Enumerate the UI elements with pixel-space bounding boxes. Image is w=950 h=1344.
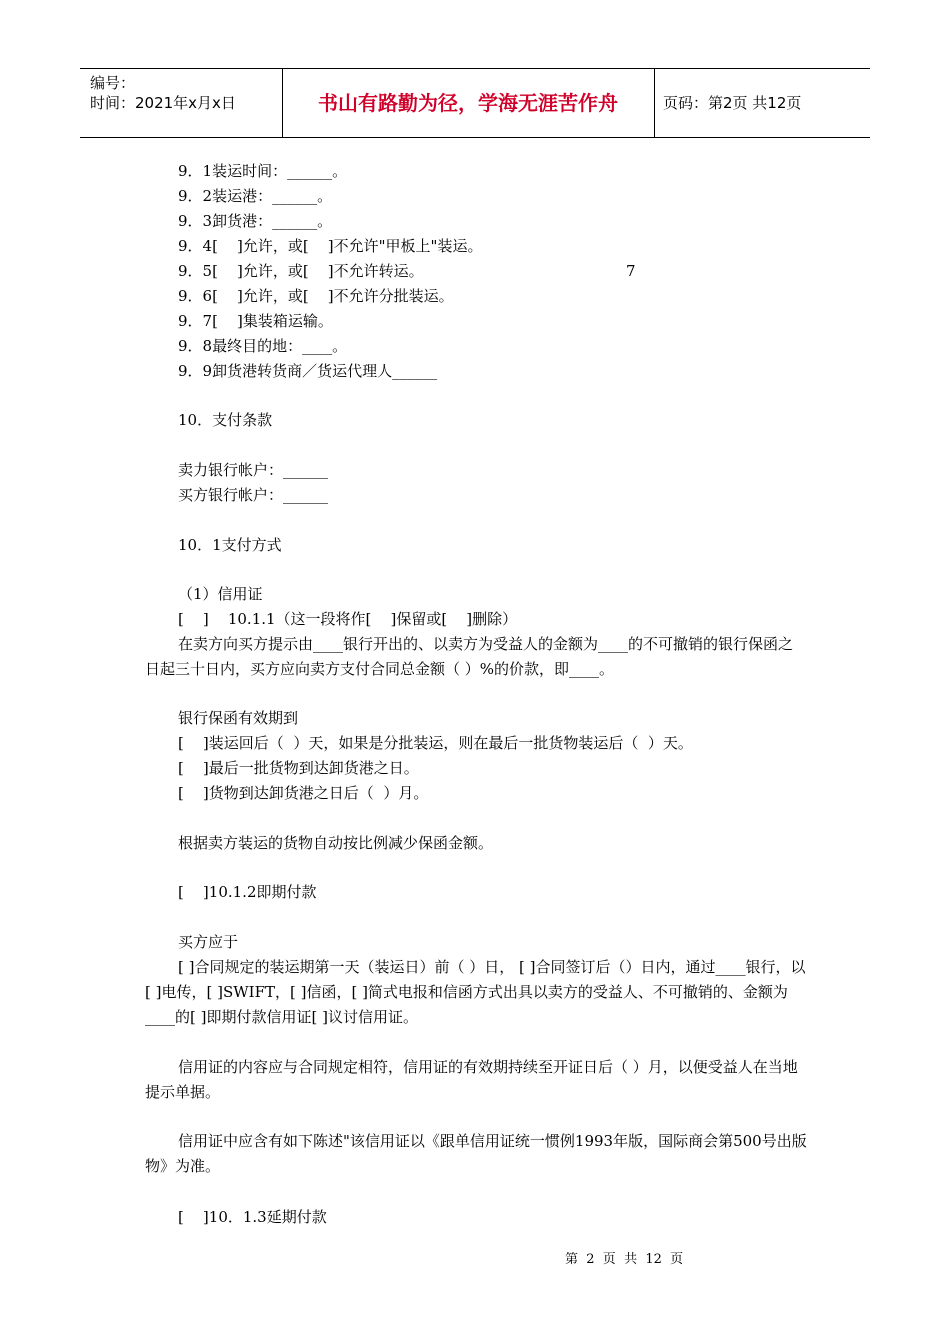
- clause-9-3: 9．3卸货港：______。: [178, 212, 333, 230]
- clause-9-5: 9．5[ ]允许，或[ ]不允许转运。: [178, 262, 424, 280]
- clause-9-7: 9．7[ ]集装箱运输。: [178, 312, 333, 330]
- section-10-heading: 10．支付条款: [178, 411, 273, 429]
- paragraph-ucp: 信用证中应含有如下陈述"该信用证以《跟单信用证统一惯例1993年版，国际商会第500号出版物》为准。: [145, 1132, 807, 1175]
- header-motto: 书山有路勤为径，学海无涯苦作舟: [318, 91, 618, 115]
- clause-10-1-1: [ ] 10.1.1（这一段将作[ ]保留或[ ]删除）: [178, 610, 518, 628]
- clause-10-1: 10．1支付方式: [178, 536, 282, 554]
- clause-10-1-2: [ ]10.1.2即期付款: [178, 883, 317, 901]
- header-page-info: 页码：第2页 共12页: [663, 94, 802, 112]
- paragraph-guarantee: 在卖方向买方提示由____银行开出的、以卖方为受益人的金额为____的不可撤销的银行保函之日起三十日内，买方应向卖方支付合同总金额（ ）%的价款，即____。: [145, 635, 794, 678]
- clause-9-9: 9．9卸货港转货商／货运代理人______: [178, 362, 438, 380]
- validity-option-1: [ ]装运回后（ ）天，如果是分批装运，则在最后一批货物装运后（ ）天。: [178, 734, 693, 752]
- header-divider: [654, 69, 655, 137]
- clause-9-1: 9．1装运时间：______。: [178, 162, 348, 180]
- clause-9-8: 9．8最终目的地：____。: [178, 337, 348, 355]
- buyer-shall: 买方应于: [178, 933, 239, 951]
- seller-account: 卖力银行帐户：______: [178, 461, 329, 479]
- page-footer: 第 2 页 共 12 页: [565, 1252, 684, 1267]
- validity-option-2: [ ]最后一批货物到达卸货港之日。: [178, 759, 419, 777]
- page-header: [80, 68, 870, 138]
- number-label: 编号：: [90, 74, 136, 92]
- time-label: 时间：2021年x月x日: [90, 94, 236, 112]
- buyer-account: 买方银行帐户：______: [178, 486, 329, 504]
- clause-9-2: 9．2装运港：______。: [178, 187, 333, 205]
- clause-9-6: 9．6[ ]允许，或[ ]不允许分批装运。: [178, 287, 454, 305]
- margin-mark: 7: [626, 262, 636, 280]
- paragraph-sight-payment: [ ]合同规定的装运期第一天（装运日）前（ ）日， [ ]合同签订后（）日内，通过____银行，以[ ]电传，[ ]SWIFT，[ ]信函，[ ]简式电报和信函方式出具以卖方的受益人、不可撤销的、金额为____的[ ]即期付款信用证[ ]议讨信用证。: [145, 958, 806, 1026]
- guarantee-validity: 银行保函有效期到: [178, 709, 299, 727]
- clause-9-4: 9．4[ ]允许，或[ ]不允许"甲板上"装运。: [178, 237, 483, 255]
- paragraph-lc-content: 信用证的内容应与合同规定相符，信用证的有效期持续至开证日后（ ）月，以便受益人在当地提示单据。: [145, 1058, 798, 1101]
- header-meta: [90, 73, 280, 113]
- clause-10-1-3: [ ]10．1.3延期付款: [178, 1208, 327, 1226]
- validity-option-3: [ ]货物到达卸货港之日后（ ）月。: [178, 784, 429, 802]
- letter-of-credit-heading: （1）信用证: [178, 585, 263, 603]
- reduce-statement: 根据卖方装运的货物自动按比例减少保函金额。: [178, 834, 494, 852]
